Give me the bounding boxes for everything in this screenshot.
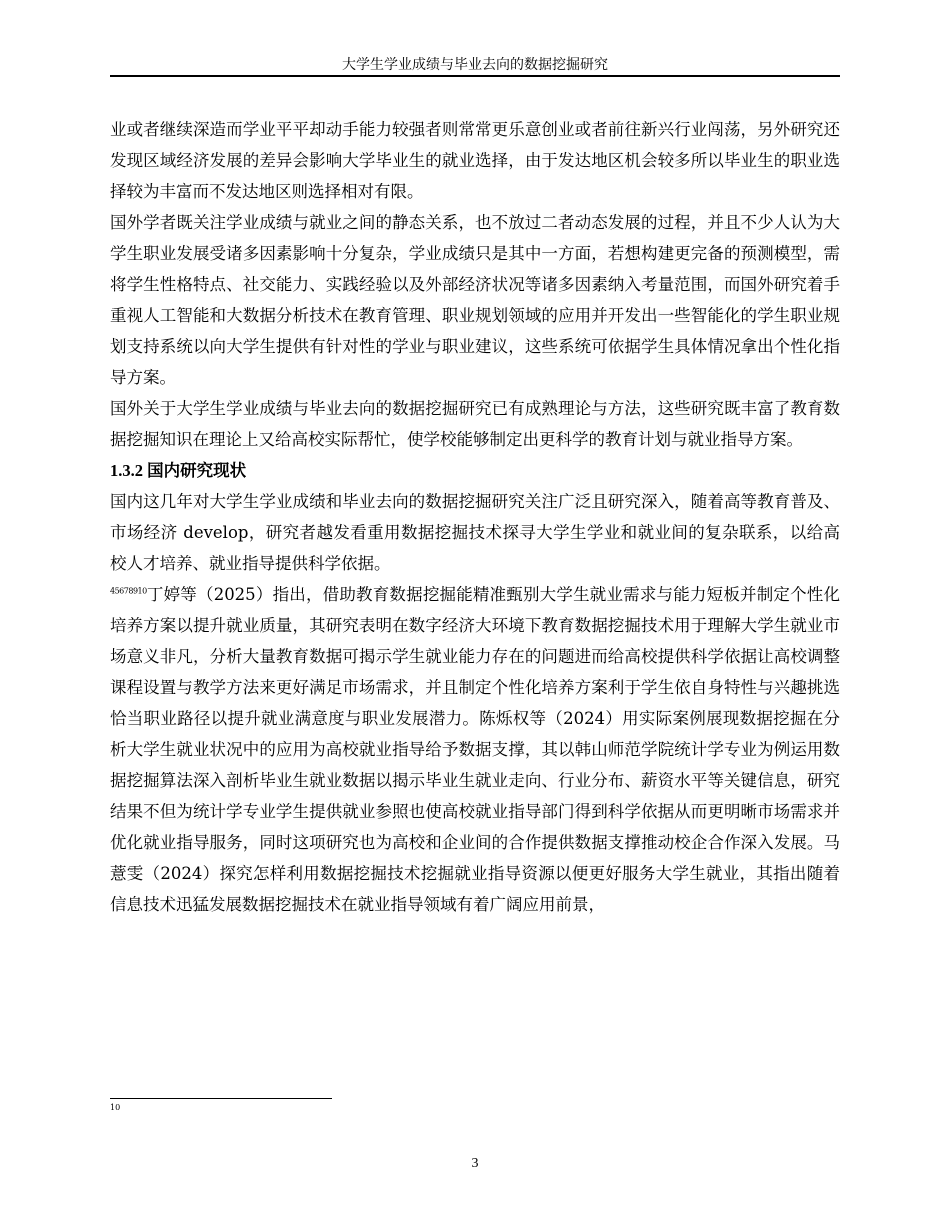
running-header: 大学生学业成绩与毕业去向的数据挖掘研究 — [342, 57, 608, 73]
paragraph-1: 业或者继续深造而学业平平却动手能力较强者则常常更乐意创业或者前往新兴行业闯荡，另外研究还发现区域经济发展的差异会影响大学毕业生的就业选择，由于发达地区机会较多所以毕业生的职业选择较为丰富而不发达地区则选择相对有限。 — [110, 120, 840, 201]
body-text — [110, 114, 840, 920]
paragraph-3: 国外关于大学生学业成绩与毕业去向的数据挖掘研究已有成熟理论与方法，这些研究既丰富了教育数据挖掘知识在理论上又给高校实际帮忙，使学校能够制定出更科学的教育计划与就业指导方案。 — [110, 399, 840, 449]
paragraph-5 — [110, 579, 840, 920]
paragraph-5-text: 丁婷等（2025）指出，借助教育数据挖掘能精准甄别大学生就业需求与能力短板并制定个性化培养方案以提升就业质量，其研究表明在数字经济大环境下教育数据挖掘技术用于理解大学生就业市场意义非凡，分析大量教育数据可揭示学生就业能力存在的问题进而给高校提供科学依据让高校调整课程设置与教学方法来更好满足市场需求，并且制定个性化培养方案利于学生依自身特性与兴趣挑选恰当职业路径以提升就业满意度与职业发展潜力。陈烁权等（2024）用实际案例展现数据挖掘在分析大学生就业状况中的应用为高校就业指导给予数据支撑，其以韩山师范学院统计学专业为例运用数据挖掘算法深入剖析毕业生就业数据以揭示毕业生就业走向、行业分布、薪资水平等关键信息，研究结果不但为统计学专业学生提供就业参照也使高校就业指导部门得到科学依据从而更明晰市场需求并优化就业指导服务，同时这项研究也为高校和企业间的合作提供数据支撑推动校企合作深入发展。马薏雯（2024）探究怎样利用数据挖掘技术挖掘就业指导资源以便更好服务大学生就业，其指出随着信息技术迅猛发展数据挖掘技术在就业指导领域有着广阔应用前景， — [110, 585, 840, 914]
paragraph-2: 国外学者既关注学业成绩与就业之间的静态关系，也不放过二者动态发展的过程，并且不少人认为大学生职业发展受诸多因素影响十分复杂，学业成绩只是其中一方面，若想构建更完备的预测模型，需将学生性格特点、社交能力、实践经验以及外部经济状况等诸多因素纳入考量范围，而国外研究着手重视人工智能和大数据分析技术在教育管理、职业规划领域的应用并开发出一些智能化的学生职业规划支持系统以向大学生提供有针对性的学业与职业建议，这些系统可依据学生具体情况拿出个性化指导方案。 — [110, 213, 840, 387]
footnote-rule — [110, 1098, 332, 1099]
footnote-mark: 10 — [110, 1103, 121, 1112]
footnote-reference[interactable]: 45678910 — [110, 586, 147, 596]
header-rule — [110, 75, 840, 77]
page-number: 3 — [471, 1156, 479, 1171]
section-heading: 1.3.2 国内研究现状 — [110, 461, 247, 480]
paragraph-4: 国内这几年对大学生学业成绩和毕业去向的数据挖掘研究关注广泛且研究深入，随着高等教育普及、市场经济 develop，研究者越发看重用数据挖掘技术探寻大学生学业和就业间的复杂联系，以给高校人才培养、就业指导提供科学依据。 — [110, 492, 840, 573]
